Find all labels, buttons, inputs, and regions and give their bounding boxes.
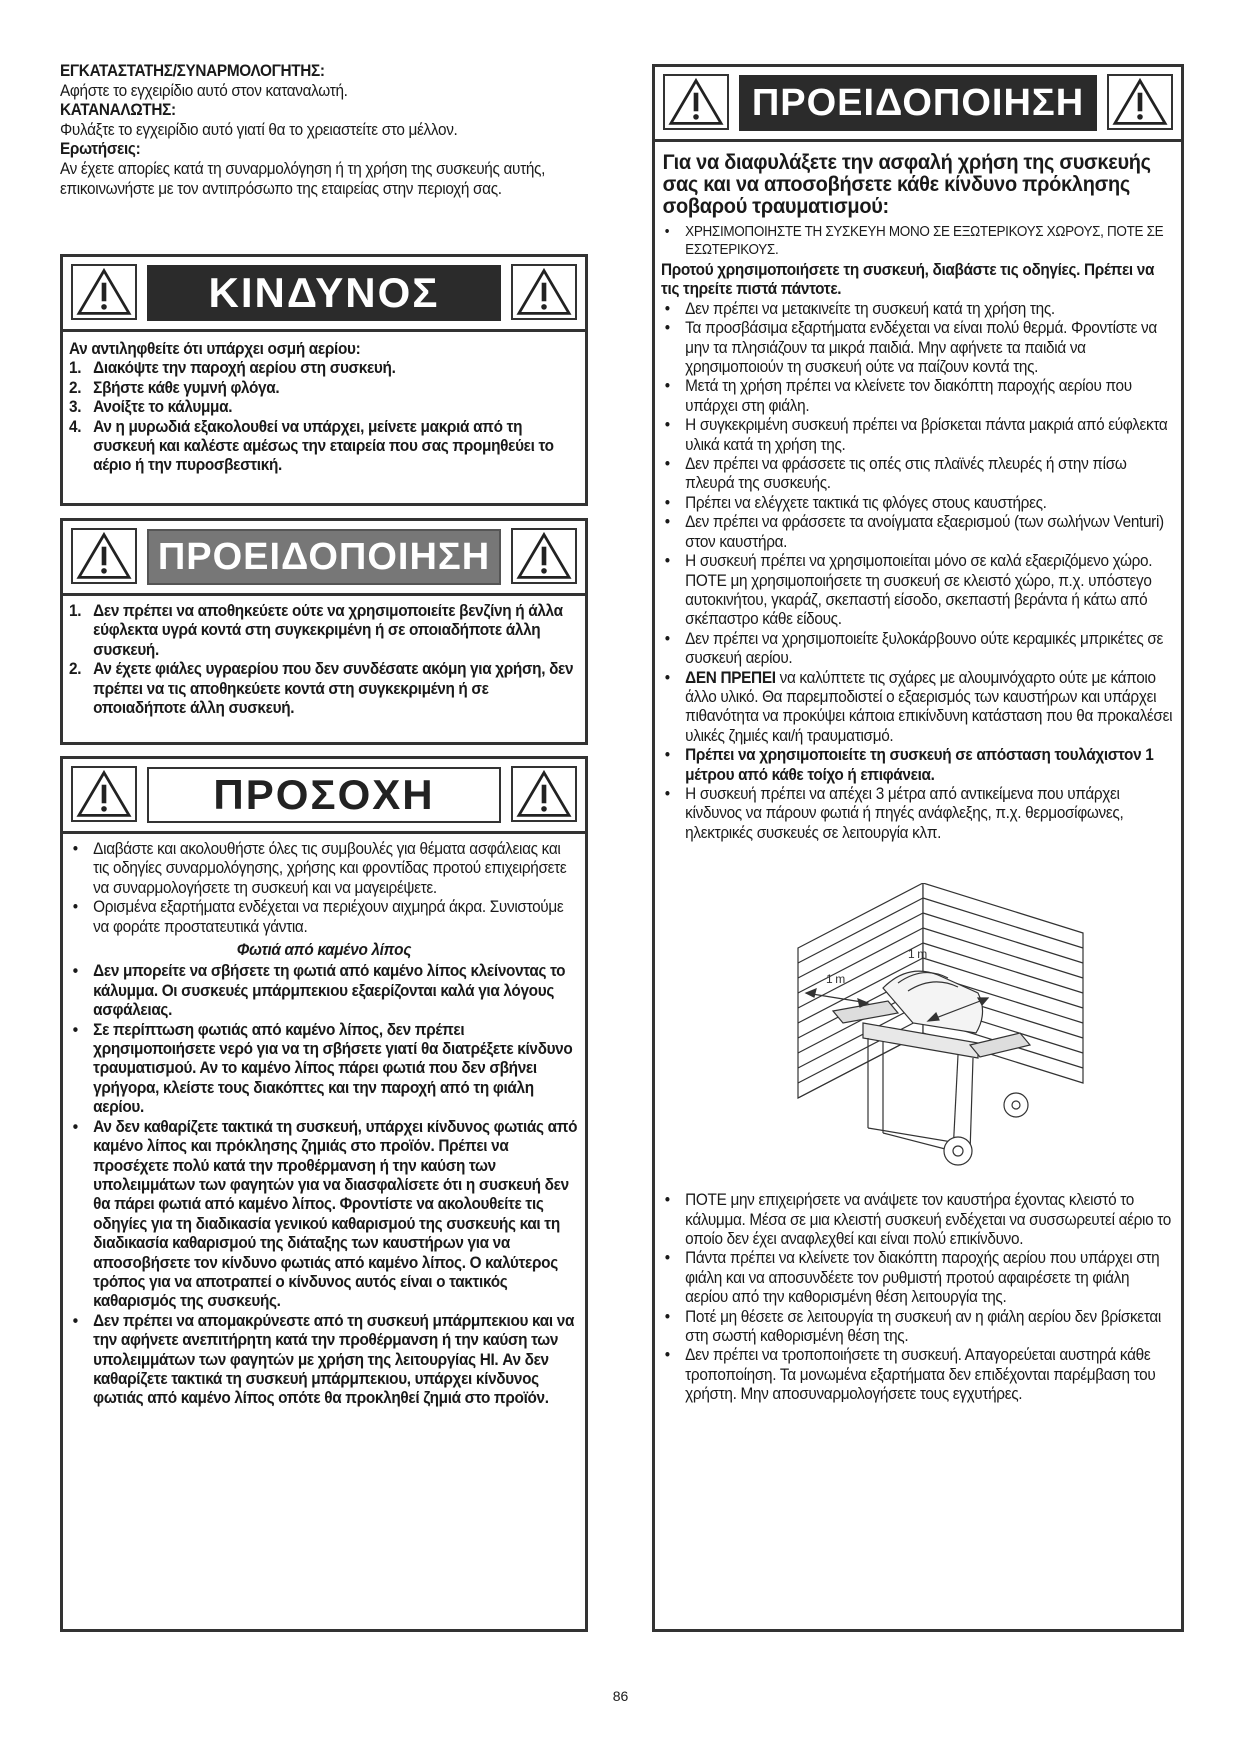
danger-body [63, 332, 585, 476]
danger-box [60, 254, 588, 506]
warning-right-list [661, 300, 1175, 843]
warning-right-list-2 [661, 1191, 1175, 1404]
list-item: • Ποτέ μη θέσετε σε λειτουργία τη συσκευή αν η φιάλη αερίου δεν βρίσκεται στη σωστή καθορισμένη θέση της. [661, 1308, 1175, 1347]
grill-clearance-illustration [748, 883, 1088, 1173]
list-item: 4. Αν η μυρωδιά εξακολουθεί να υπάρχει, μείνετε μακριά από τη συσκευή και καλέστε αμέσως την εταιρεία που σας προμηθεύει το αέριο ή την πυροσβεστική. [69, 417, 554, 475]
list-item: • Δεν πρέπει να φράσσετε τα ανοίγματα εξαερισμού (των σωλήνων Venturi) στον καυστήρα. [661, 513, 1175, 552]
list-item: • Δεν πρέπει να φράσσετε τις οπές στις πλαϊνές πλευρές ή στην πίσω πλευρά της συσκευής. [661, 455, 1175, 494]
questions-text: Αν έχετε απορίες κατά τη συναρμολόγηση ή τη χρήση της συσκευής αυτής, επικοινωνήστε με τον αντιπρόσωπο της εταιρείας στην περιοχή σας. [60, 159, 546, 198]
list-item: 1. Δεν πρέπει να αποθηκεύετε ούτε να χρησιμοποιείτε βενζίνη ή άλλα εύφλεκτα υγρά κοντά στη συγκεκριμένη ή σε οποιαδήποτε άλλη συσκευή. [69, 602, 563, 659]
grease-fire-subtitle: Φωτιά από καμένο λίπος [236, 941, 412, 960]
warning-right-body [655, 224, 1181, 1405]
list-item: 3. Ανοίξτε το κάλυμμα. [69, 398, 233, 417]
caution-list [69, 840, 579, 937]
warning-header [655, 67, 1181, 142]
warning-triangle-icon [663, 74, 729, 130]
warning-triangle-icon [71, 528, 137, 584]
list-item: • Η συγκεκριμένη συσκευή πρέπει να βρίσκεται πάντα μακριά από εύφλεκτα υλικά κατά τη χρήση της. [661, 416, 1175, 455]
list-item: 2. Σβήστε κάθε γυμνή φλόγα. [69, 378, 280, 397]
warning-triangle-icon [1107, 74, 1173, 130]
page-number: 86 [612, 1688, 629, 1704]
warning-box-right [652, 64, 1184, 1632]
warning-header [63, 521, 585, 596]
warning-triangle-icon [71, 766, 137, 822]
list-item: 1. Διακόψτε την παροχή αερίου στη συσκευή. [69, 359, 396, 378]
list-item: • ΠΟΤΕ μην επιχειρήσετε να ανάψετε τον καυστήρα έχοντας κλειστό το κάλυμμα. Μέσα σε μια κλειστή συσκευή ενδέχεται να συσσωρευτεί αέριο το οποίο δεν έχει αναφλεχθεί και είναι πολύ επικίνδυνο. [661, 1191, 1175, 1249]
list-item: • Πρέπει να ελέγχετε τακτικά τις φλόγες στους καυστήρες. [661, 494, 1175, 513]
caution-box [60, 756, 588, 1632]
dimension-label: 1 m [826, 972, 845, 987]
list-item: • Δεν πρέπει να απομακρύνεστε από τη συσκευή μπάρμπεκιου και να την αφήνετε ανεπιτήρητη κατά την προθέρμανση ή την καύση των υπολειμμάτων των φαγητών με χρήση της λειτουργίας HI. Αν δεν καθαρίζετε τακτικά τη συσκευή μπάρμπεκιου, υπάρχει κίνδυνος φωτιάς από καμένο λίπος οπότε θα προκληθεί ζημιά στο προϊόν. [69, 1312, 579, 1409]
consumer-text: Φυλάξτε το εγχειρίδιο αυτό γιατί θα το χρειαστείτε στο μέλλον. [60, 120, 458, 139]
warning-triangle-icon [511, 766, 577, 822]
list-item: • Σε περίπτωση φωτιάς από καμένο λίπος, δεν πρέπει χρησιμοποιήσετε νερό για να τη σβήσετε γιατί θα διατρέξετε κίνδυνο τραυματισμού. Αν το καμένο λίπος πάρει φωτιά που δεν σβήνει γρήγορα, κλείστε τους διακόπτες και την παροχή από τη φιάλη αερίου. [69, 1021, 579, 1118]
list-item: • Δεν πρέπει να τροποποιήσετε τη συσκευή. Απαγορεύεται αυστηρά κάθε τροποποίηση. Τα μονωμένα εξαρτήματα δεν επιδέχονται παρέμβαση του χρήστη. Μην αποσυναρμολογήσετε τους εγχυτήρες. [661, 1346, 1175, 1404]
list-item: • Διαβάστε και ακολουθήστε όλες τις συμβουλές για θέματα ασφάλειας και τις οδηγίες συναρμολόγησης, χρήσης και φροντίδας προτού επιχειρήσετε να συναρμολογήσετε τη συσκευή και να μαγειρέψετε. [69, 840, 579, 898]
outdoor-list [661, 224, 1175, 259]
installer-heading: ΕΓΚΑΤΑΣΤΑΤΗΣ/ΣΥΝΑΡΜΟΛΟΓΗΤΗΣ: [60, 62, 325, 80]
list-item: • Ορισμένα εξαρτήματα ενδέχεται να περιέχουν αιχμηρά άκρα. Συνιστούμε να φοράτε προστατευτικά γάντια. [69, 898, 579, 937]
warning-left-list [69, 602, 579, 718]
warning-triangle-icon [511, 264, 577, 320]
list-item: • Η συσκευή πρέπει να χρησιμοποιείται μόνο σε καλά εξαεριζόμενο χώρο. ΠΟΤΕ μη χρησιμοποιήσετε τη συσκευή σε κλειστό χώρο, π.χ. υπόστεγο αυτοκινήτου, γκαράζ, σκεπαστή είσοδο, σκεπαστή βεράντα ή κάτω από σκέπαστρο κάθε είδους. [661, 552, 1175, 630]
list-item: • Δεν μπορείτε να σβήσετε τη φωτιά από καμένο λίπος κλείνοντας το κάλυμμα. Οι συσκευές μπάρμπεκιου εξαερίζονται καλά για λόγους ασφάλειας. [69, 962, 579, 1020]
warning-title: ΠΡΟΕΙΔΟΠΟΙΗΣΗ [739, 75, 1097, 131]
intro-text [60, 62, 581, 199]
grill-diagram [748, 883, 1088, 1173]
list-item: • Η συσκευή πρέπει να απέχει 3 μέτρα από αντικείμενα που υπάρχει κίνδυνος να πάρουν φωτιά ή πηγές ανάφλεξης, π.χ. θερμοσίφωνες, ηλεκτρικές συσκευές σε λειτουργία κλπ. [661, 785, 1175, 843]
list-item: • ΧΡΗΣΙΜΟΠΟΙΗΣΤΕ ΤΗ ΣΥΣΚΕΥΗ ΜΟΝΟ ΣΕ ΕΞΩΤΕΡΙΚΟΥΣ ΧΩΡΟΥΣ, ΠΟΤΕ ΣΕ ΕΣΩΤΕΡΙΚΟΥΣ. [661, 224, 1175, 259]
warning-left-body [63, 596, 585, 718]
consumer-heading: ΚΑΤΑΝΑΛΩΤΗΣ: [60, 101, 176, 120]
warning-right-lead: Προτού χρησιμοποιήσετε τη συσκευή, διαβάστε τις οδηγίες. Πρέπει να τις τηρείτε πιστά πάντοτε. [661, 261, 1155, 299]
danger-title: ΚΙΝΔΥΝΟΣ [147, 265, 501, 321]
warning-triangle-icon [511, 528, 577, 584]
warning-box-left [60, 518, 588, 745]
warning-triangle-icon [71, 264, 137, 320]
caution-title: ΠΡΟΣΟΧΗ [147, 767, 501, 823]
list-item: • Πάντα πρέπει να κλείνετε τον διακόπτη παροχής αερίου που υπάρχει στη φιάλη και να αποσυνδέετε τον ρυθμιστή προτού αφαιρέσετε τη φιάλη αερίου από την καθορισμένη θέση λειτουργία της. [661, 1249, 1175, 1307]
warning-title: ΠΡΟΕΙΔΟΠΟΙΗΣΗ [147, 529, 501, 585]
list-item: 2. Αν έχετε φιάλες υγραερίου που δεν συνδέσατε ακόμη για χρήση, δεν πρέπει να τις αποθηκεύετε κοντά στη συγκεκριμένη ή σε οποιαδήποτε άλλη συσκευή. [69, 660, 574, 718]
danger-header [63, 257, 585, 332]
list-item: • Μετά τη χρήση πρέπει να κλείνετε τον διακόπτη παροχής αερίου που υπάρχει στη φιάλη. [661, 377, 1175, 416]
list-item: • Δεν πρέπει να χρησιμοποιείτε ξυλοκάρβουνο ούτε κεραμικές μπρικέτες σε συσκευή αερίου. [661, 630, 1175, 669]
list-item: • Τα προσβάσιμα εξαρτήματα ενδέχεται να είναι πολύ θερμά. Φροντίστε να μην τα πλησιάζουν τα μικρά παιδιά. Μην αφήνετε τα παιδιά να χρησιμοποιούν τη συσκευή ούτε να παίζουν κοντά της. [661, 319, 1175, 377]
left-column [60, 62, 582, 199]
list-item: • Αν δεν καθαρίζετε τακτικά τη συσκευή, υπάρχει κίνδυνος φωτιάς από καμένο λίπος και πρόκλησης ζημιάς στο προϊόν. Πρέπει να προσέχετε πολύ κατά την προθέρμανση ή την καύση των υπολειμμάτων των φαγητών για να διασφαλίσετε ότι η συσκευή δεν θα πάρει φωτιά από καμένο λίπος. Φροντίστε να ακολουθείτε τις οδηγίες για τη διαδικασία γενικού καθαρισμού της συσκευής και τη διαδικασία καθαρισμού της διάταξης των καυστήρων για να αποσοβήσετε τον κίνδυνο φωτιάς από καμένο λίπος. Ο καλύτερος τρόπος για να αποτραπεί ο κίνδυνος αυτός είναι ο τακτικός καθαρισμός της συσκευής. [69, 1118, 579, 1312]
danger-list [69, 359, 579, 475]
danger-lead: Αν αντιληφθείτε ότι υπάρχει οσμή αερίου: [69, 340, 361, 358]
questions-heading: Ερωτήσεις: [60, 140, 141, 159]
dimension-label: 1 m [908, 947, 927, 962]
list-item: • ΔΕΝ ΠΡΕΠΕΙ να καλύπτετε τις σχάρες με αλουμινόχαρτο ούτε με κάποιο άλλο υλικό. Θα παρεμποδιστεί ο εξαερισμός των καυστήρων και υπάρχει πιθανότητα να προκύψει κάποια επικίνδυνη κατάσταση που θα προκαλέσει υλικές ζημιές και/ή τραυματισμό. [661, 669, 1175, 747]
grease-fire-list [69, 962, 579, 1408]
installer-text: Αφήστε το εγχειρίδιο αυτό στον καταναλωτή. [60, 81, 348, 100]
list-item: • Δεν πρέπει να μετακινείτε τη συσκευή κατά τη χρήση της. [661, 300, 1175, 319]
list-item: • Πρέπει να χρησιμοποιείτε τη συσκευή σε απόσταση τουλάχιστον 1 μέτρου από κάθε τοίχο ή επιφάνεια. [661, 746, 1175, 785]
caution-header [63, 759, 585, 834]
caution-body [63, 834, 585, 1409]
warning-right-heading: Για να διαφυλάξετε την ασφαλή χρήση της συσκευής σας και να αποσοβήσετε κάθε κίνδυνο πρόκλησης σοβαρού τραυματισμού: [662, 151, 1151, 218]
